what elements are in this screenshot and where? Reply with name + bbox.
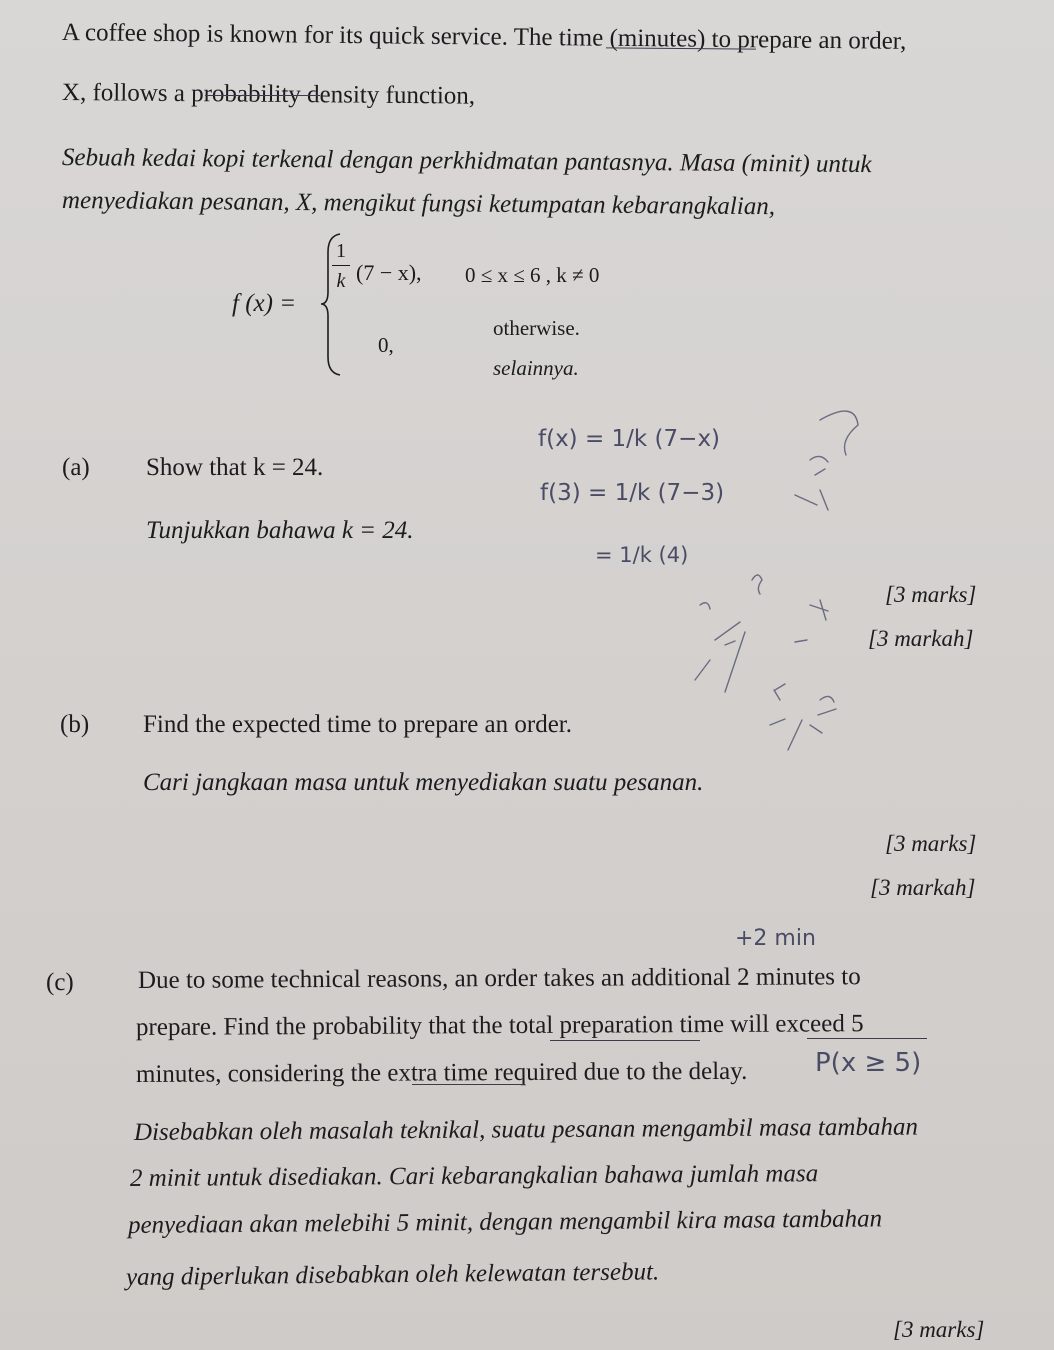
handwriting-line2: f(3) = 1/k (7−3) [540,480,725,506]
part-c-ms-line3: penyediaan akan melebihi 5 minit, dengan mengambil kira masa tambahan [127,1205,883,1239]
part-b-marks-ms: [3 markah] [870,875,976,900]
underline-mark [205,95,320,96]
pdf-frac-bar [332,265,350,266]
part-b-en: Find the expected time to prepare an order. [143,711,573,738]
pdf-frac-num: 1 [336,240,346,262]
handwriting-line3: = 1/k (4) [595,543,689,567]
handwriting-line5: P(x ≥ 5) [815,1048,922,1078]
underline-mark [550,1040,700,1041]
handwriting-line1: f(x) = 1/k (7−x) [538,426,721,452]
part-c-marks-en: [3 marks] [893,1317,985,1342]
part-c-en-line2: prepare. Find the probability that the total preparation time will exceed 5 [135,1010,864,1041]
pdf-case2-value: 0, [378,333,394,357]
intro-ms-line2: menyediakan pesanan, X, mengikut fungsi ketumpatan kebarangkalian, [61,187,776,221]
pdf-frac-den: k [336,270,346,292]
part-c-ms-line4: yang diperlukan disebabkan oleh kelewatan tersebut. [125,1258,660,1291]
intro-en-line1: A coffee shop is known for its quick service. The time (minutes) to prepare an order, [61,19,907,55]
handwriting-line4: +2 min [735,926,816,951]
pdf-case2-cond-ms: selainnya. [493,356,579,380]
part-b-ms: Cari jangkaan masa untuk menyediakan suatu pesanan. [143,769,704,796]
part-c-ms-line2: 2 minit untuk disediakan. Cari kebarangkalian bahawa jumlah masa [129,1160,819,1192]
part-b-marks-en: [3 marks] [885,831,977,856]
pdf-case1-cond: 0 ≤ x ≤ 6 , k ≠ 0 [465,263,600,287]
pdf-case1-expr: (7 − x), [356,260,422,285]
pdf-case2-cond-en: otherwise. [493,316,580,340]
part-b-label: (b) [60,711,90,738]
part-c-en-line1: Due to some technical reasons, an order takes an additional 2 minutes to [137,963,861,994]
pdf-lhs: f (x) = [232,290,297,317]
intro-ms-line1: Sebuah kedai kopi terkenal dengan perkhidmatan pantasnya. Masa (minit) untuk [61,144,872,179]
underline-mark [807,1038,927,1039]
part-c-en-line3: minutes, considering the extra time required due to the delay. [135,1057,748,1088]
part-a-ms: Tunjukkan bahawa k = 24. [146,517,414,544]
pencil-scribbles-icon [670,380,880,800]
intro-en-line2: X, follows a probability density function, [61,79,476,110]
underline-mark [412,1084,524,1085]
part-a-en: Show that k = 24. [146,454,324,481]
part-a-marks-en: [3 marks] [885,582,977,607]
part-a-label: (a) [62,454,90,481]
part-c-label: (c) [46,969,74,996]
part-a-marks-ms: [3 markah] [868,626,974,651]
part-c-ms-line1: Disebabkan oleh masalah teknikal, suatu pesanan mengambil masa tambahan [133,1113,919,1146]
